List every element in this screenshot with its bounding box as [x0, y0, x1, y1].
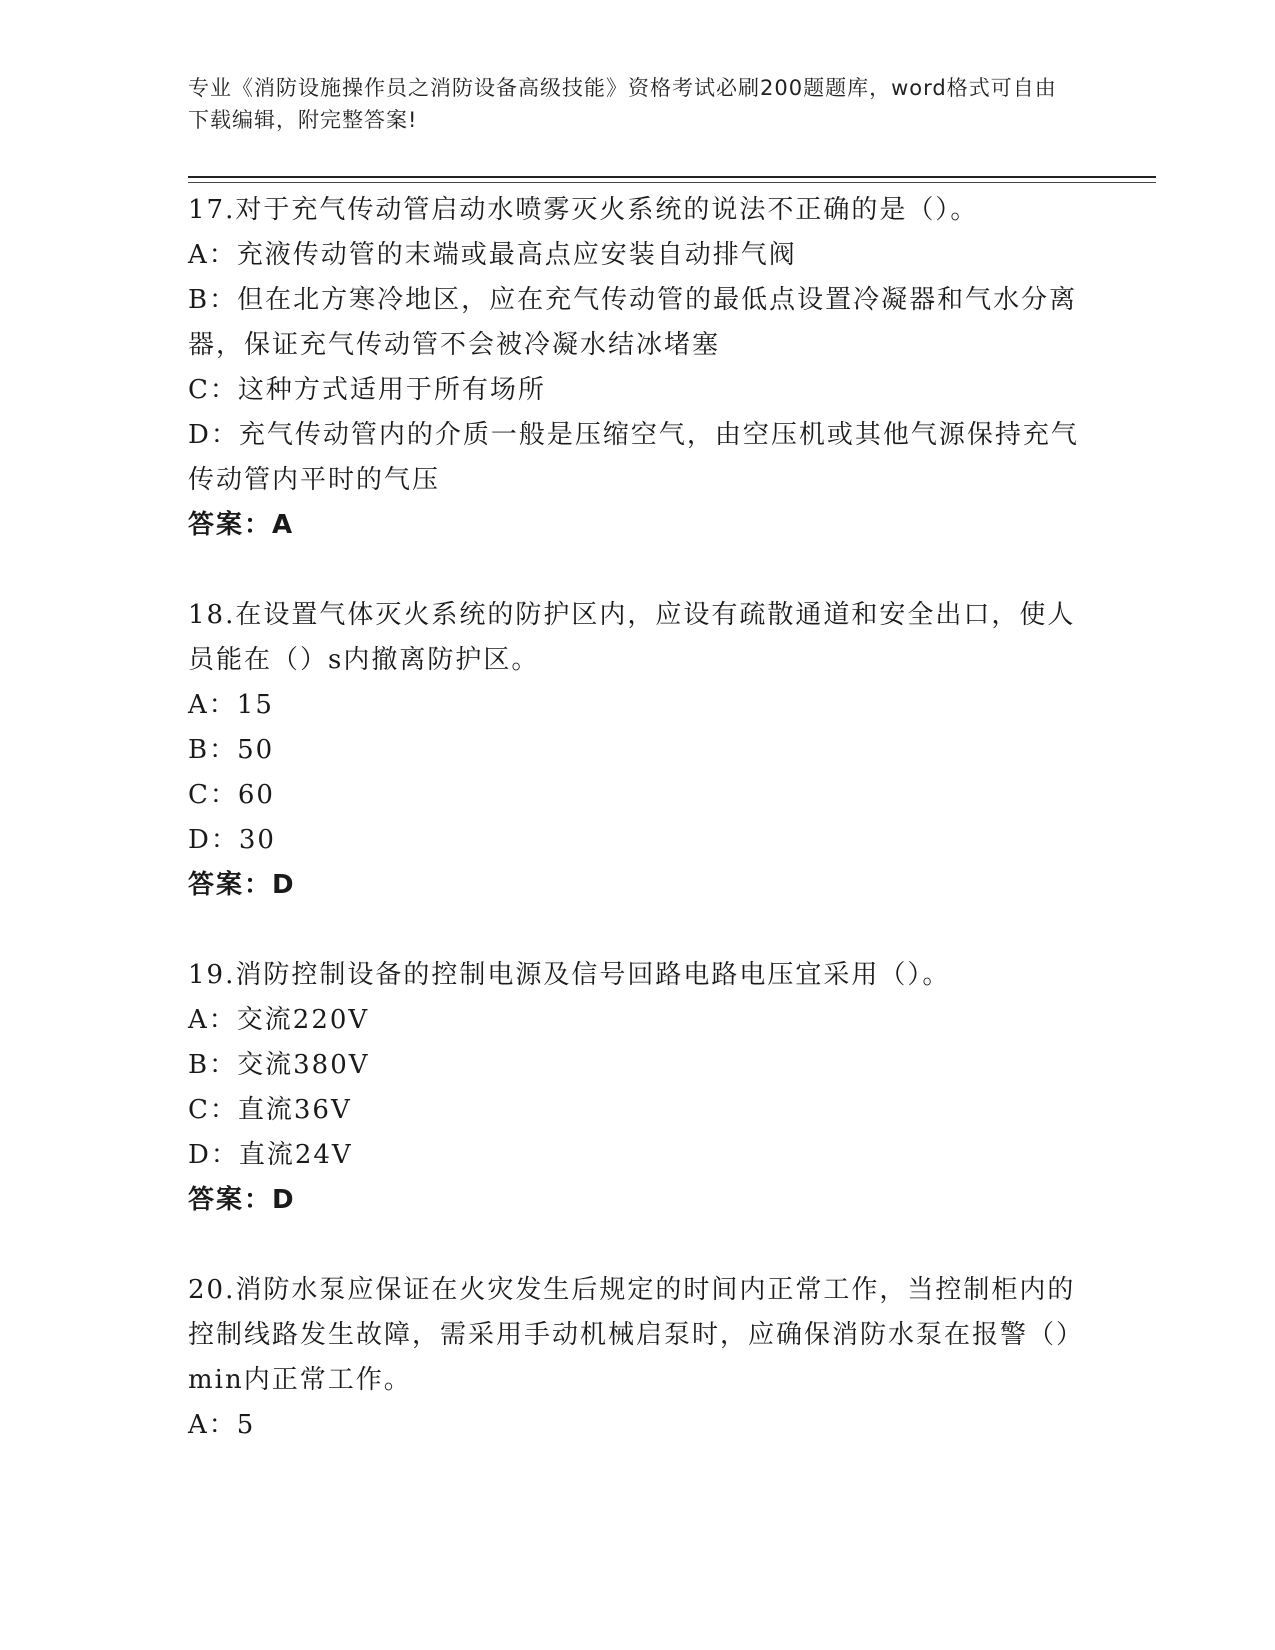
question-stem: 17.对于充气传动管启动水喷雾灭火系统的说法不正确的是（）。	[188, 195, 979, 225]
question-list	[188, 188, 1088, 1448]
header-rule-thin	[188, 182, 1156, 183]
question-17	[188, 188, 1088, 548]
answer-line: 答案：A	[188, 510, 295, 540]
question-stem: 18.在设置气体灭火系统的防护区内，应设有疏散通道和安全出口，使人员能在（）s内撤离防护区。	[188, 600, 1076, 675]
option-d: D：充气传动管内的介质一般是压缩空气，由空压机或其他气源保持充气传动管内平时的气压	[188, 420, 1079, 495]
question-spacer	[188, 908, 1088, 953]
header-rule-thick	[188, 176, 1156, 178]
question-stem: 20.消防水泵应保证在火灾发生后规定的时间内正常工作，当控制柜内的控制线路发生故障，需采用手动机械启泵时，应确保消防水泵在报警（）min内正常工作。	[188, 1275, 1085, 1395]
option-b: B：50	[188, 735, 275, 765]
question-18	[188, 593, 1088, 908]
option-a: A：5	[188, 1410, 256, 1440]
question-20	[188, 1268, 1088, 1448]
document-header: 专业《消防设施操作员之消防设备高级技能》资格考试必刷200题题库，word格式可自由下载编辑，附完整答案!	[188, 76, 1057, 132]
option-a: A：交流220V	[188, 1005, 370, 1035]
option-a: A：充液传动管的末端或最高点应安装自动排气阀	[188, 240, 797, 270]
question-stem: 19.消防控制设备的控制电源及信号回路电路电压宜采用（）。	[188, 960, 951, 990]
option-d: D：30	[188, 825, 276, 855]
option-b: B：交流380V	[188, 1050, 370, 1080]
option-c: C：60	[188, 780, 275, 810]
question-19	[188, 953, 1088, 1223]
option-b: B：但在北方寒冷地区，应在充气传动管的最低点设置冷凝器和气水分离器，保证充气传动管不会被冷凝水结冰堵塞	[188, 285, 1078, 360]
answer-line: 答案：D	[188, 870, 296, 900]
answer-line: 答案：D	[188, 1185, 296, 1215]
option-d: D：直流24V	[188, 1140, 353, 1170]
option-a: A：15	[188, 690, 274, 720]
question-spacer	[188, 548, 1088, 593]
question-spacer	[188, 1223, 1088, 1268]
option-c: C：直流36V	[188, 1095, 352, 1125]
option-c: C：这种方式适用于所有场所	[188, 375, 546, 405]
